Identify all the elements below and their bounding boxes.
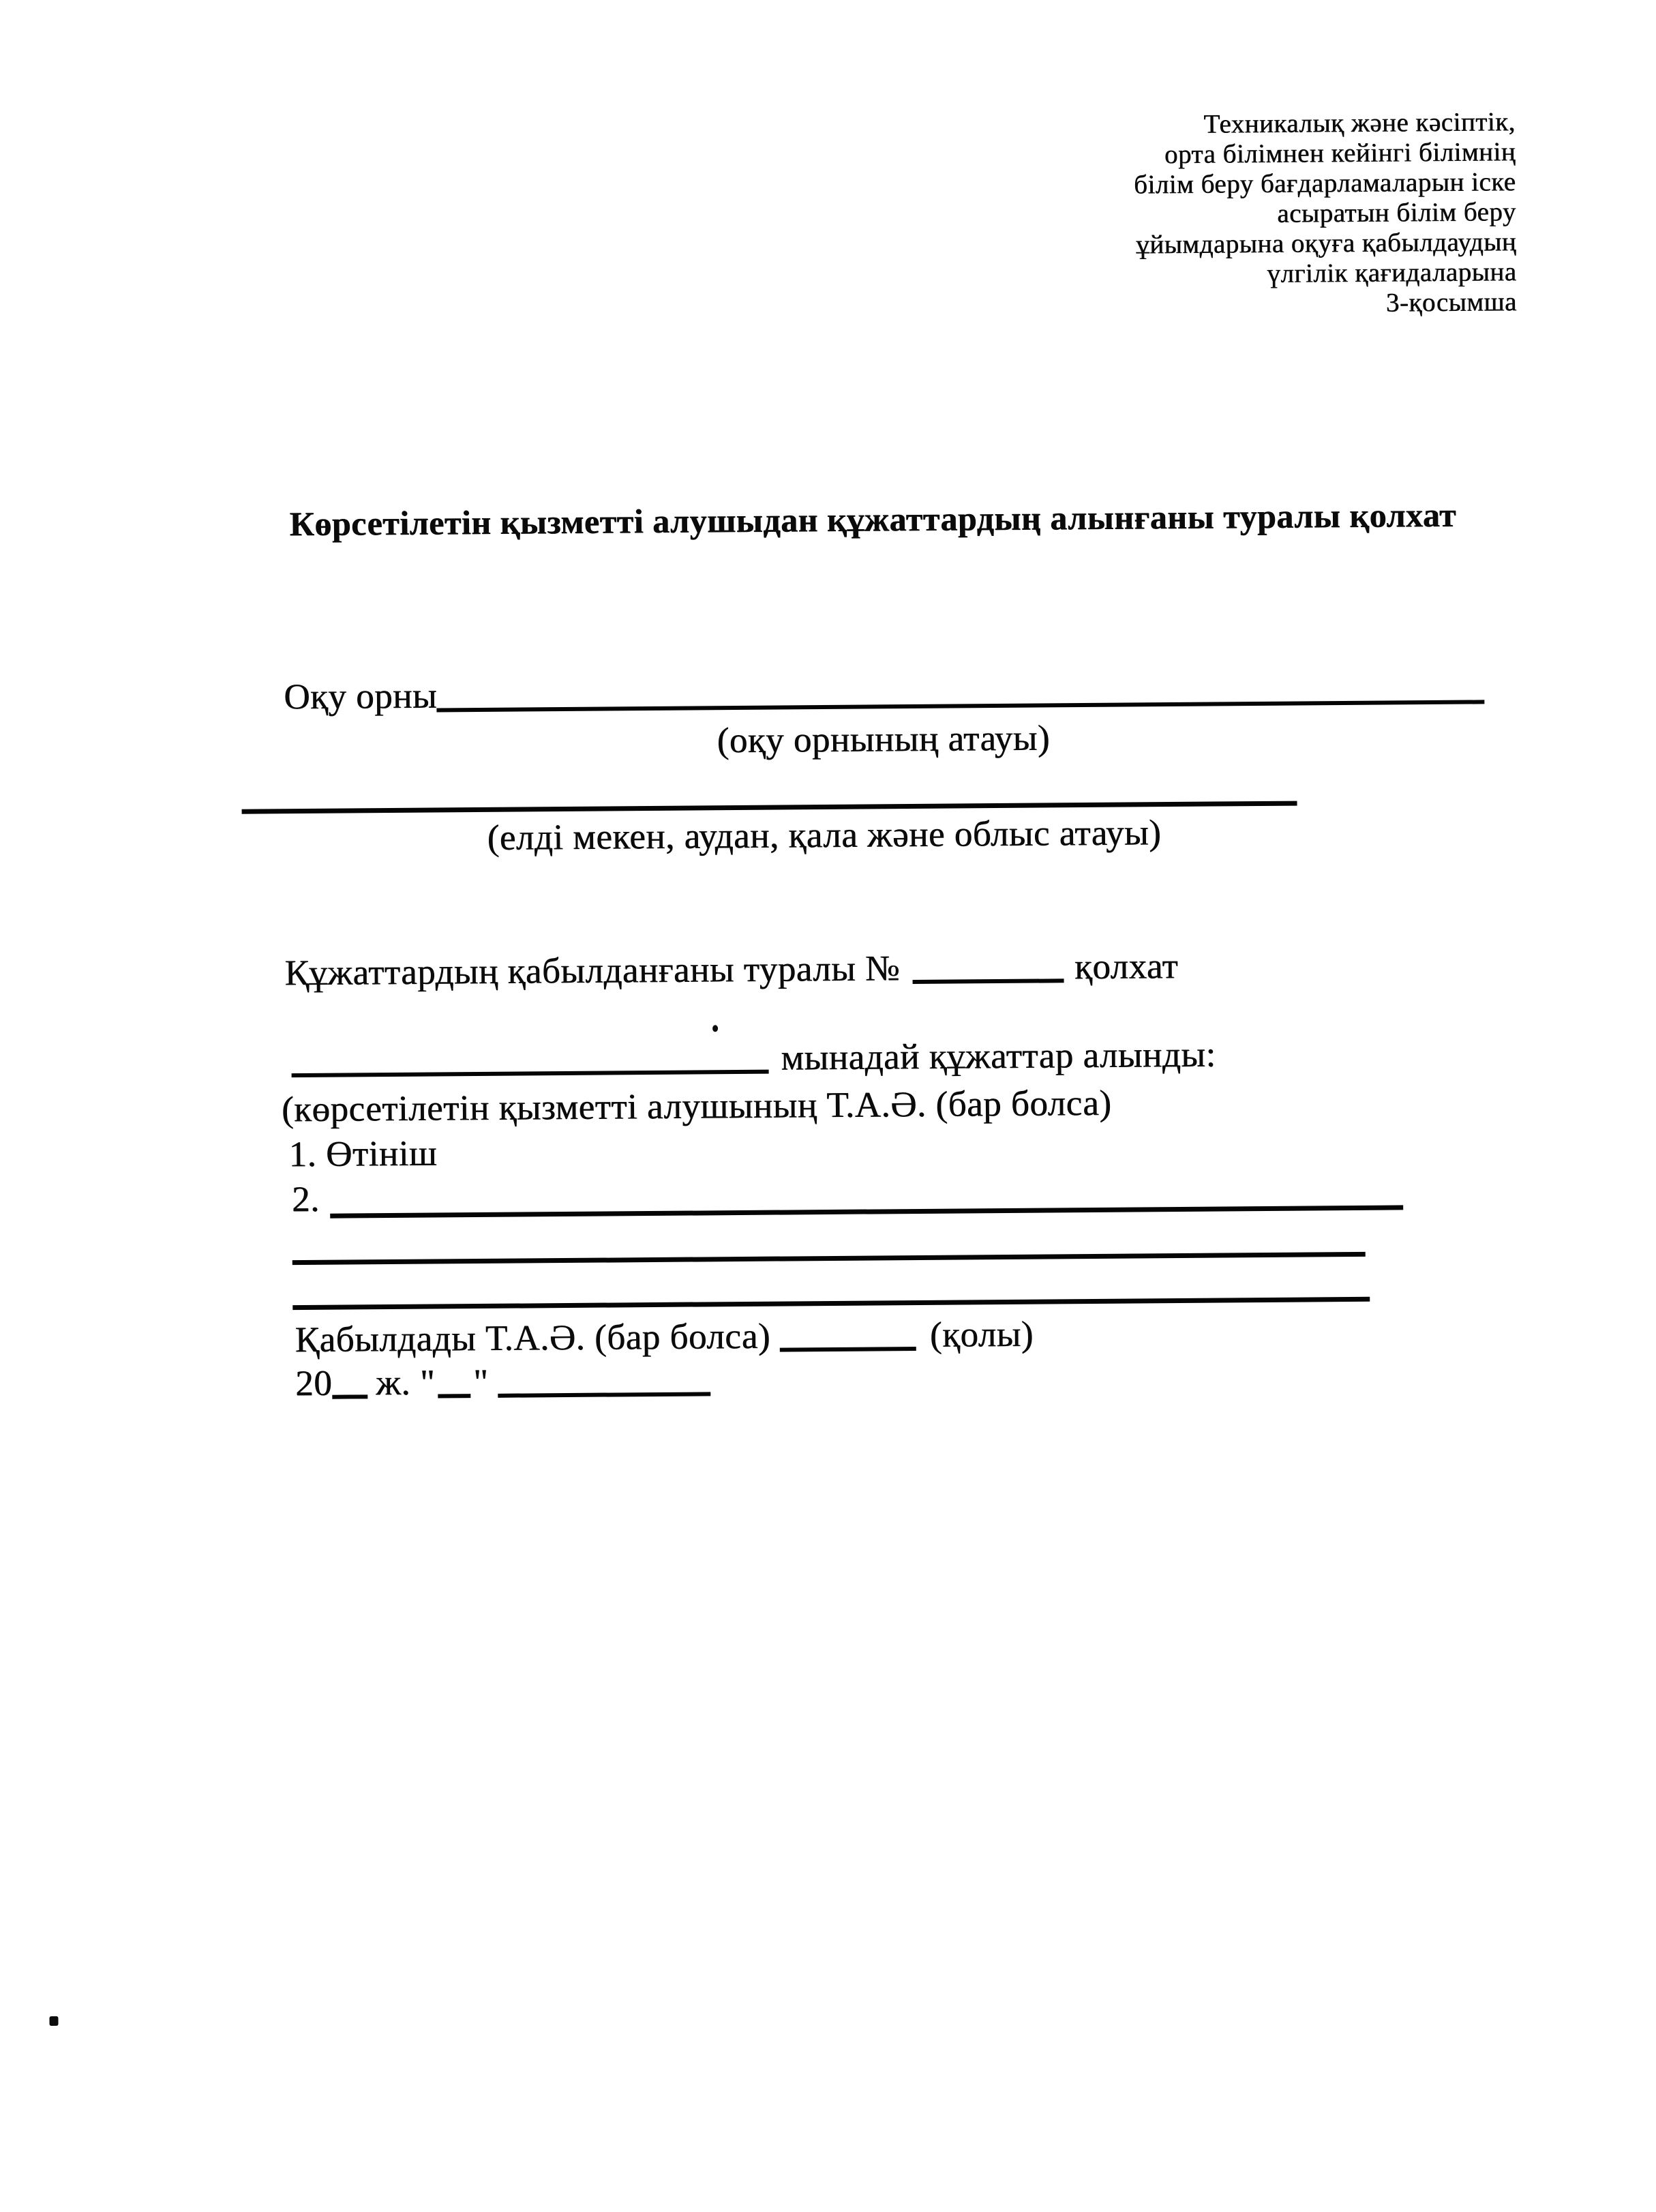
date-year-prefix: 20 [295,1363,333,1404]
appendix-note-line: 3-қосымша [1385,287,1517,318]
received-text: мынадай құжаттар алынды: [781,1034,1216,1078]
appendix-note-line: орта білімнен кейінгі білімнің [1164,137,1516,170]
scan-speck [49,2016,58,2026]
receipt-suffix: қолхат [1074,946,1179,987]
date-year-blank [332,1388,367,1399]
document-extra-blank-2 [292,1297,1370,1310]
receipt-number-row [284,945,1178,996]
signature-caption: (қолы) [929,1314,1034,1355]
document-extra-blank-1 [292,1252,1366,1265]
document-item-2-blank [330,1205,1403,1218]
document-item-1: 1. Өтініш [288,1133,438,1175]
scan-speck [712,1025,718,1032]
date-day-blank [438,1387,470,1398]
appendix-note-line: Техникалық және кәсіптік, [1203,107,1516,139]
date-row [295,1359,711,1405]
appendix-note-line: асыратын білім беру [1277,197,1516,228]
documents-received-row [291,1034,1216,1084]
appendix-note-line: білім беру бағдарламаларын іске [1133,167,1516,200]
accepted-label: Қабылдады Т.А.Ә. (бар болса) [295,1316,771,1360]
appendix-note-line: ұйымдарына оқуға қабылдаудың [1135,227,1517,260]
document-item-2-label: 2. [291,1179,320,1220]
page-title: Көрсетілетін қызметті алушыдан құжаттардың алынғаны туралы қолхат [289,495,1457,543]
appendix-note-line: үлгілік қағидаларына [1267,257,1517,288]
accepted-by-row [295,1313,1034,1362]
location-caption: (елді мекен, аудан, қала және облыс атауы) [487,813,1162,858]
accepted-name-blank [780,1340,916,1352]
institution-name-blank [436,700,1484,712]
appendix-note [1133,107,1517,320]
receipt-prefix: Құжаттардың қабылданғаны туралы № [284,948,901,993]
date-quote-open: " [419,1362,436,1403]
date-quote-close: " [472,1362,489,1403]
institution-caption: (оқу орнының атауы) [717,718,1051,761]
institution-label: Оқу орны [284,676,438,717]
date-month-blank [498,1385,710,1397]
receipt-number-blank [912,972,1064,984]
applicant-caption: (көрсетілетін қызметті алушының Т.А.Ә. (бар болса) [281,1083,1112,1130]
date-year-suffix: ж. [375,1362,411,1403]
applicant-name-blank [292,1063,769,1077]
